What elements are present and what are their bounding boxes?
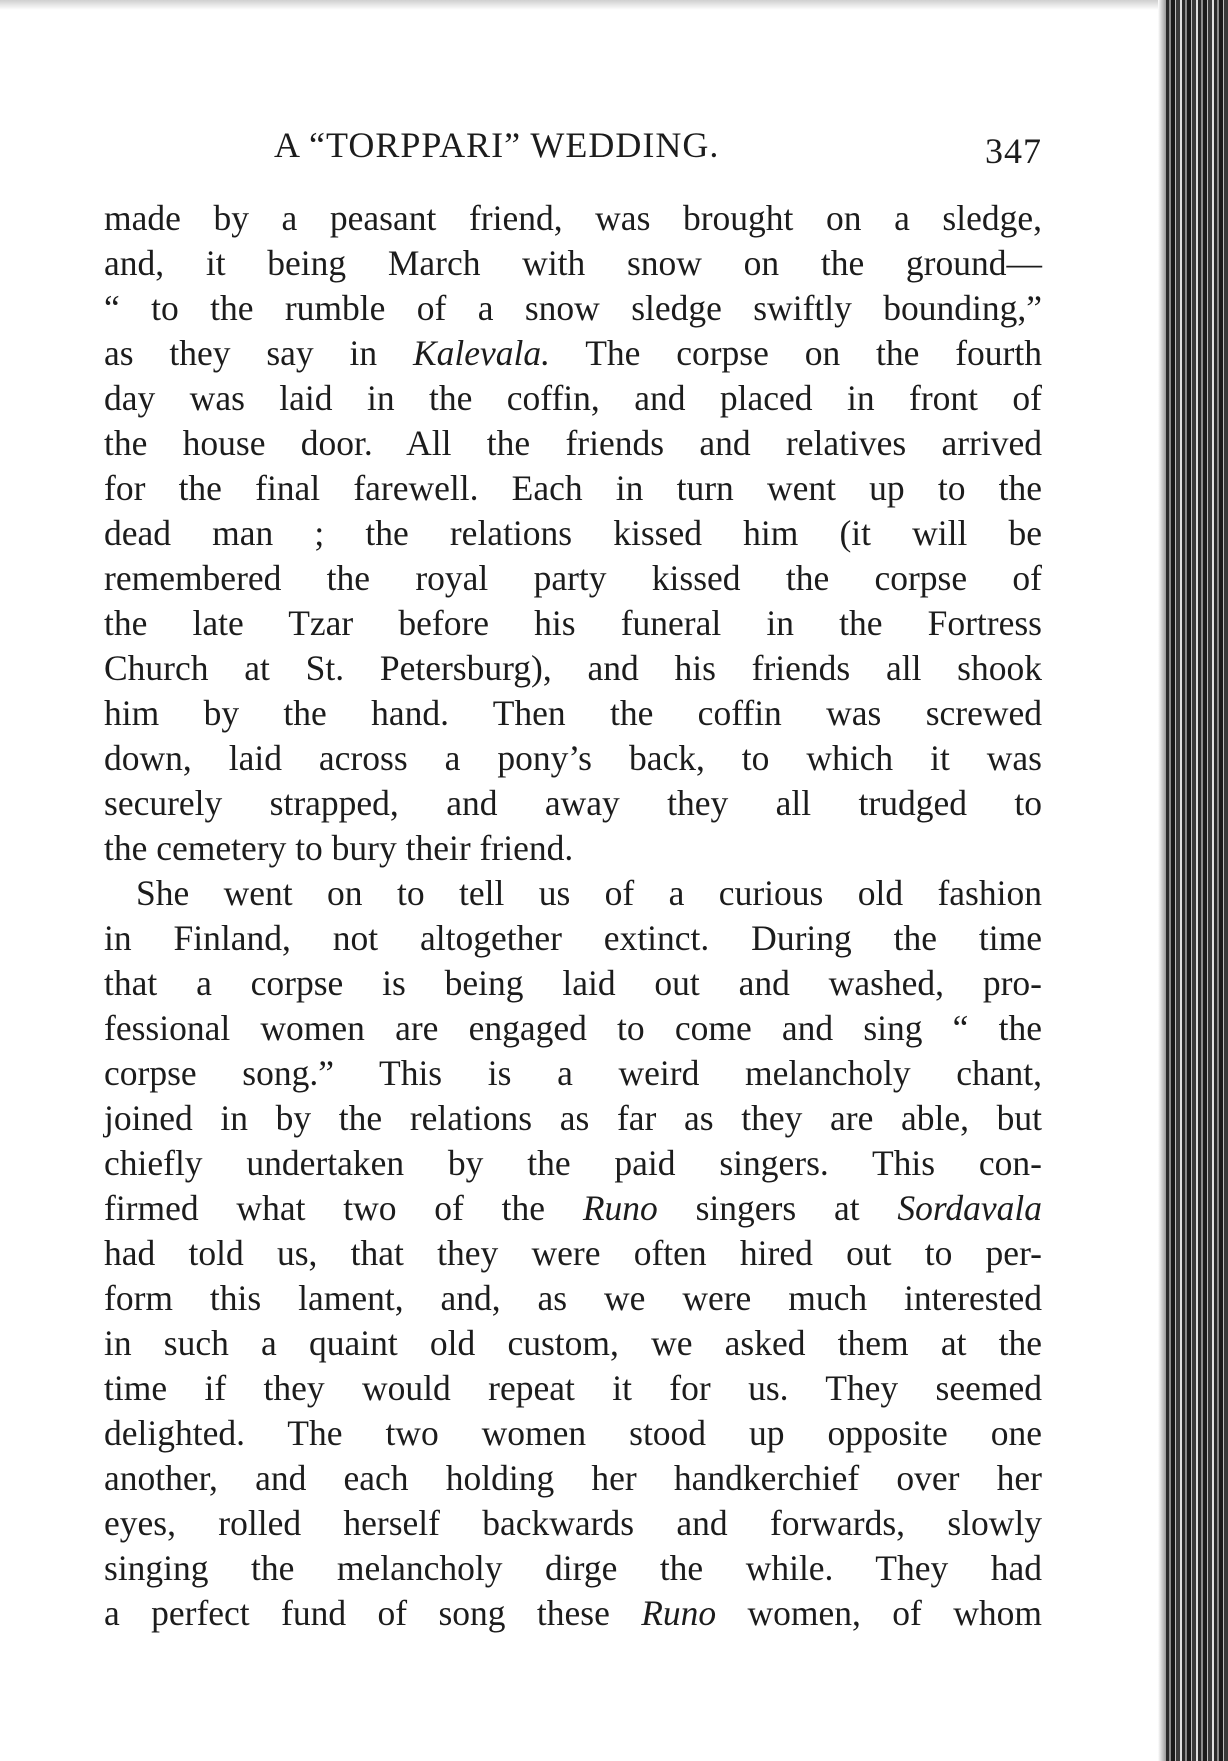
italic-place-name: Sordavala xyxy=(897,1188,1042,1228)
top-edge-shadow xyxy=(0,0,1180,10)
text-line: chiefly undertaken by the paid singers. This con- xyxy=(104,1143,1042,1183)
text-line: a perfect fund of song these Runo women, of whom xyxy=(104,1593,1042,1633)
text-line: another, and each holding her handkerchief over her xyxy=(104,1458,1042,1498)
text-line: made by a peasant friend, was brought on a sledge, xyxy=(104,198,1042,238)
text-line: Church at St. Petersburg), and his friends all shook xyxy=(104,648,1042,688)
text-line: the house door. All the friends and relatives arrived xyxy=(104,423,1042,463)
text-line: and, it being March with snow on the ground— xyxy=(104,243,1042,283)
text-line: securely strapped, and away they all trudged to xyxy=(104,783,1042,823)
paragraph-start-line: She went on to tell us of a curious old fashion xyxy=(136,873,1042,913)
text-line: singing the melancholy dirge the while. They had xyxy=(104,1548,1042,1588)
text-line: firmed what two of the Runo singers at Sordavala xyxy=(104,1188,1042,1228)
text-line: form this lament, and, as we were much interested xyxy=(104,1278,1042,1318)
text-line: that a corpse is being laid out and washed, pro- xyxy=(104,963,1042,1003)
page-gutter-shadow xyxy=(1158,0,1166,1761)
text-line: him by the hand. Then the coffin was screwed xyxy=(104,693,1042,733)
text-line: time if they would repeat it for us. They seemed xyxy=(104,1368,1042,1408)
text-line: in such a quaint old custom, we asked them at the xyxy=(104,1323,1042,1363)
text-line: as they say in Kalevala. The corpse on the fourth xyxy=(104,333,1042,373)
italic-term: Runo xyxy=(582,1188,658,1228)
italic-term: Runo xyxy=(641,1593,717,1633)
text-line: corpse song.” This is a weird melancholy chant, xyxy=(104,1053,1042,1093)
text-line: dead man ; the relations kissed him (it will be xyxy=(104,513,1042,553)
text-line: fessional women are engaged to come and sing “ the xyxy=(104,1008,1042,1048)
italic-term: Kalevala. xyxy=(412,333,550,373)
text-line: for the final farewell. Each in turn went up to the xyxy=(104,468,1042,508)
book-page xyxy=(104,120,1042,1636)
text-line: the cemetery to bury their friend. xyxy=(104,828,574,868)
body-text xyxy=(104,196,1042,1636)
text-line: joined in by the relations as far as they are able, but xyxy=(104,1098,1042,1138)
text-line: the late Tzar before his funeral in the Fortress xyxy=(104,603,1042,643)
text-line: delighted. The two women stood up opposite one xyxy=(104,1413,1042,1453)
text-line: in Finland, not altogether extinct. During the time xyxy=(104,918,1042,958)
running-title: A “TORPPARI” WEDDING. xyxy=(274,125,720,165)
running-head xyxy=(104,120,1042,178)
text-line: had told us, that they were often hired out to per- xyxy=(104,1233,1042,1273)
text-line: eyes, rolled herself backwards and forwards, slowly xyxy=(104,1503,1042,1543)
text-line: “ to the rumble of a snow sledge swiftly bounding,” xyxy=(104,288,1042,328)
text-line: day was laid in the coffin, and placed in front of xyxy=(104,378,1042,418)
text-line: remembered the royal party kissed the corpse of xyxy=(104,558,1042,598)
page-number: 347 xyxy=(985,131,1042,171)
book-spine-edge xyxy=(1166,0,1228,1761)
text-line: down, laid across a pony’s back, to which it was xyxy=(104,738,1042,778)
